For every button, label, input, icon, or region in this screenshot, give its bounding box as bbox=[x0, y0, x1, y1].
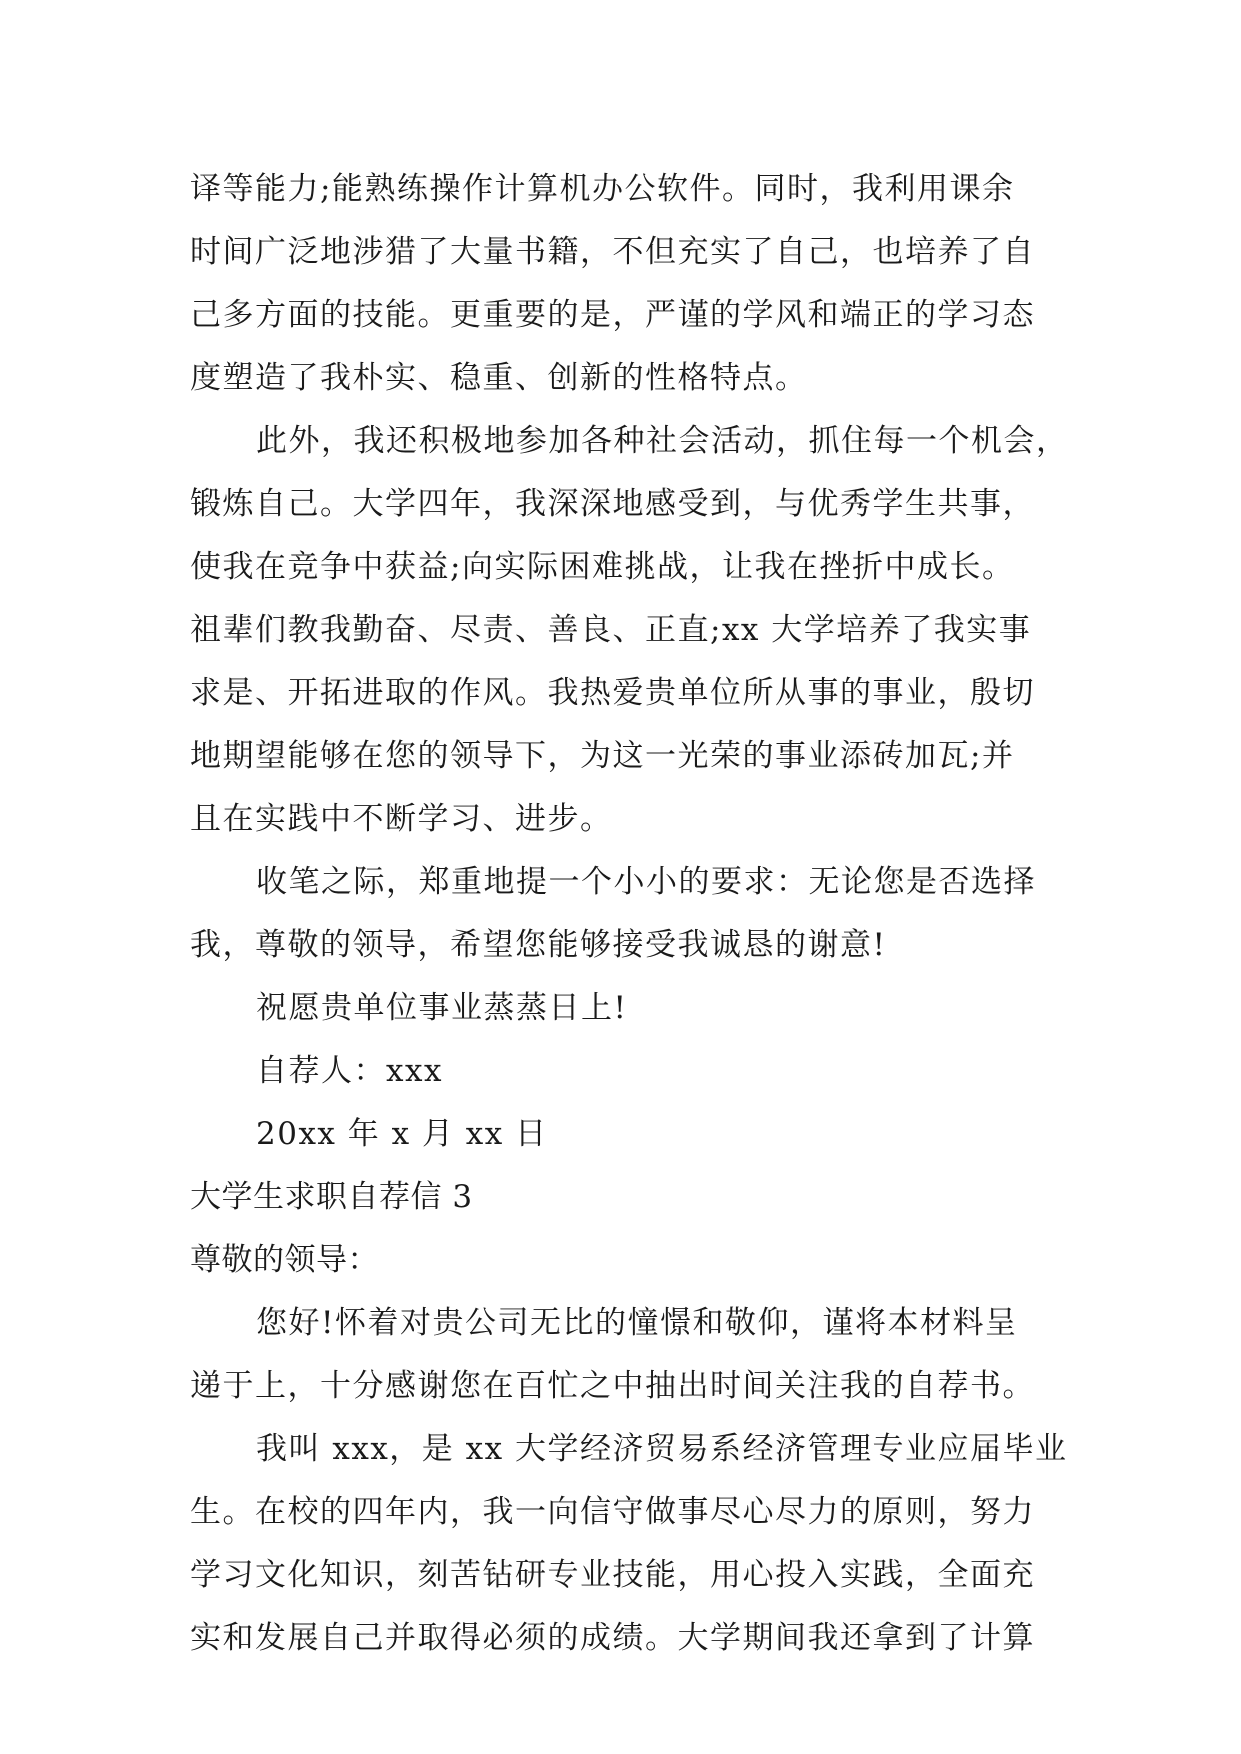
text-line: 度塑造了我朴实、稳重、创新的性格特点。 bbox=[190, 360, 808, 396]
text-line: 己多方面的技能。更重要的是，严谨的学风和端正的学习态 bbox=[190, 297, 1035, 333]
signature-line: 自荐人：xxx bbox=[256, 1053, 443, 1089]
text-line: 您好!怀着对贵公司无比的憧憬和敬仰，谨将本材料呈 bbox=[256, 1305, 1018, 1341]
date-line: 20xx 年 x 月 xx 日 bbox=[256, 1116, 548, 1152]
text-line: 实和发展自己并取得必须的成绩。大学期间我还拿到了计算 bbox=[190, 1620, 1035, 1656]
text-line: 生。在校的四年内，我一向信守做事尽心尽力的原则，努力 bbox=[190, 1494, 1035, 1530]
text-line: 我，尊敬的领导，希望您能够接受我诚恳的谢意! bbox=[190, 927, 887, 963]
text-line: 时间广泛地涉猎了大量书籍，不但充实了自己，也培养了自 bbox=[190, 234, 1035, 270]
text-line: 此外，我还积极地参加各种社会活动，抓住每一个机会， bbox=[256, 423, 1069, 459]
section-heading: 大学生求职自荐信 3 bbox=[190, 1179, 473, 1215]
text-line: 祖辈们教我勤奋、尽责、善良、正直;xx 大学培养了我实事 bbox=[190, 612, 1032, 648]
closing-wish: 祝愿贵单位事业蒸蒸日上! bbox=[256, 990, 628, 1026]
text-line: 地期望能够在您的领导下，为这一光荣的事业添砖加瓦;并 bbox=[190, 738, 1015, 774]
letter-body bbox=[190, 158, 1069, 1670]
text-line: 学习文化知识，刻苦钻研专业技能，用心投入实践，全面充 bbox=[190, 1557, 1035, 1593]
text-line: 锻炼自己。大学四年，我深深地感受到，与优秀学生共事， bbox=[190, 486, 1035, 522]
text-line: 求是、开拓进取的作风。我热爱贵单位所从事的事业，殷切 bbox=[190, 675, 1035, 711]
text-line: 且在实践中不断学习、进步。 bbox=[190, 801, 613, 837]
text-line: 递于上，十分感谢您在百忙之中抽出时间关注我的自荐书。 bbox=[190, 1368, 1035, 1404]
text-line: 译等能力;能熟练操作计算机办公软件。同时，我利用课余 bbox=[190, 171, 1015, 207]
text-line: 收笔之际，郑重地提一个小小的要求：无论您是否选择 bbox=[256, 864, 1036, 900]
salutation: 尊敬的领导： bbox=[190, 1242, 379, 1278]
text-line: 我叫 xxx，是 xx 大学经济贸易系经济管理专业应届毕业 bbox=[256, 1431, 1068, 1467]
text-line: 使我在竞争中获益;向实际困难挑战，让我在挫折中成长。 bbox=[190, 549, 1015, 585]
